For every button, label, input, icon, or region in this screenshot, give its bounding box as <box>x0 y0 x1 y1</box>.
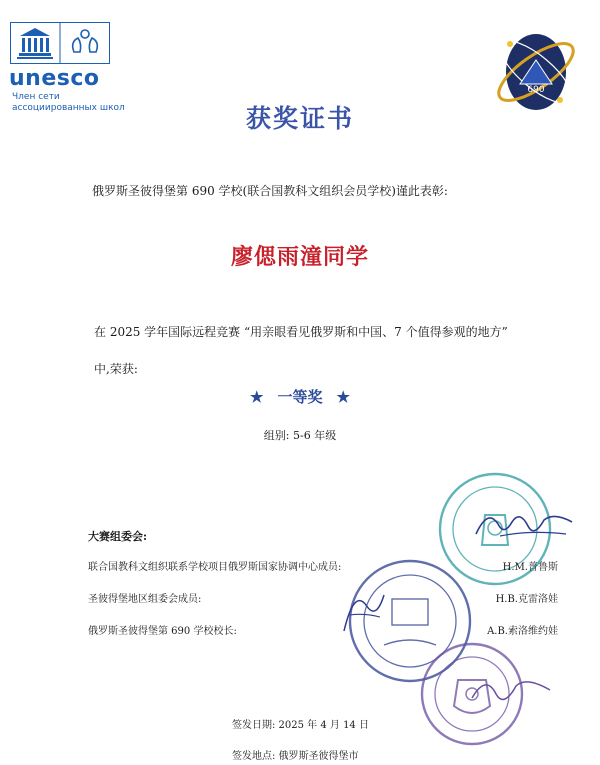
issue-date: 签发日期: 2025 年 4 月 14 日 <box>232 720 369 731</box>
contest-description: 在 2025 学年国际远程竞赛 “用亲眼看见俄罗斯和中国、7 个值得参观的地方” <box>94 325 508 339</box>
prize-row <box>0 386 600 407</box>
committee-row <box>88 622 558 637</box>
certificate-title: 获奖证书 <box>245 104 354 133</box>
contest-description-end: 中,荣获: <box>94 362 138 376</box>
star-icon: ★ <box>336 388 350 406</box>
principal-signature-icon <box>466 668 556 718</box>
unesco-wordmark: unesco <box>9 66 100 91</box>
age-group: 组别: 5-6 年级 <box>263 429 337 442</box>
committee-row <box>88 590 558 605</box>
caption-line-1: Член сети <box>12 92 60 102</box>
hands-icon <box>73 30 98 52</box>
committee-role: 俄罗斯圣彼得堡第 690 学校校长: <box>88 626 237 637</box>
committee-role: 圣彼得堡地区组委会成员: <box>88 594 202 605</box>
committee-member-name: H.M.普鲁斯 <box>502 562 558 573</box>
svg-text:690: 690 <box>527 85 545 95</box>
temple-icon <box>17 28 53 59</box>
issue-place: 签发地点: 俄罗斯圣彼得堡市 <box>232 751 359 762</box>
winner-name: 廖偲雨潼同学 <box>230 244 369 270</box>
director-signature-icon <box>470 500 580 550</box>
committee-member-name: H.B.克雷洛娃 <box>495 594 558 605</box>
caption-line-2: ассоциированных школ <box>12 103 125 113</box>
unesco-logo <box>10 22 110 64</box>
star-icon: ★ <box>250 388 264 406</box>
prize-label: 一等奖 <box>277 388 323 406</box>
committee-row <box>88 558 558 573</box>
committee-member-name: A.B.索洛维约娃 <box>487 626 558 637</box>
commendation-intro: 俄罗斯圣彼得堡第 690 学校(联合国教科文组织会员学校)谨此表彰: <box>92 184 448 198</box>
committee-role: 联合国教科文组织联系学校项目俄罗斯国家协调中心成员: <box>88 562 342 573</box>
committee-heading: 大赛组委会: <box>88 530 148 543</box>
